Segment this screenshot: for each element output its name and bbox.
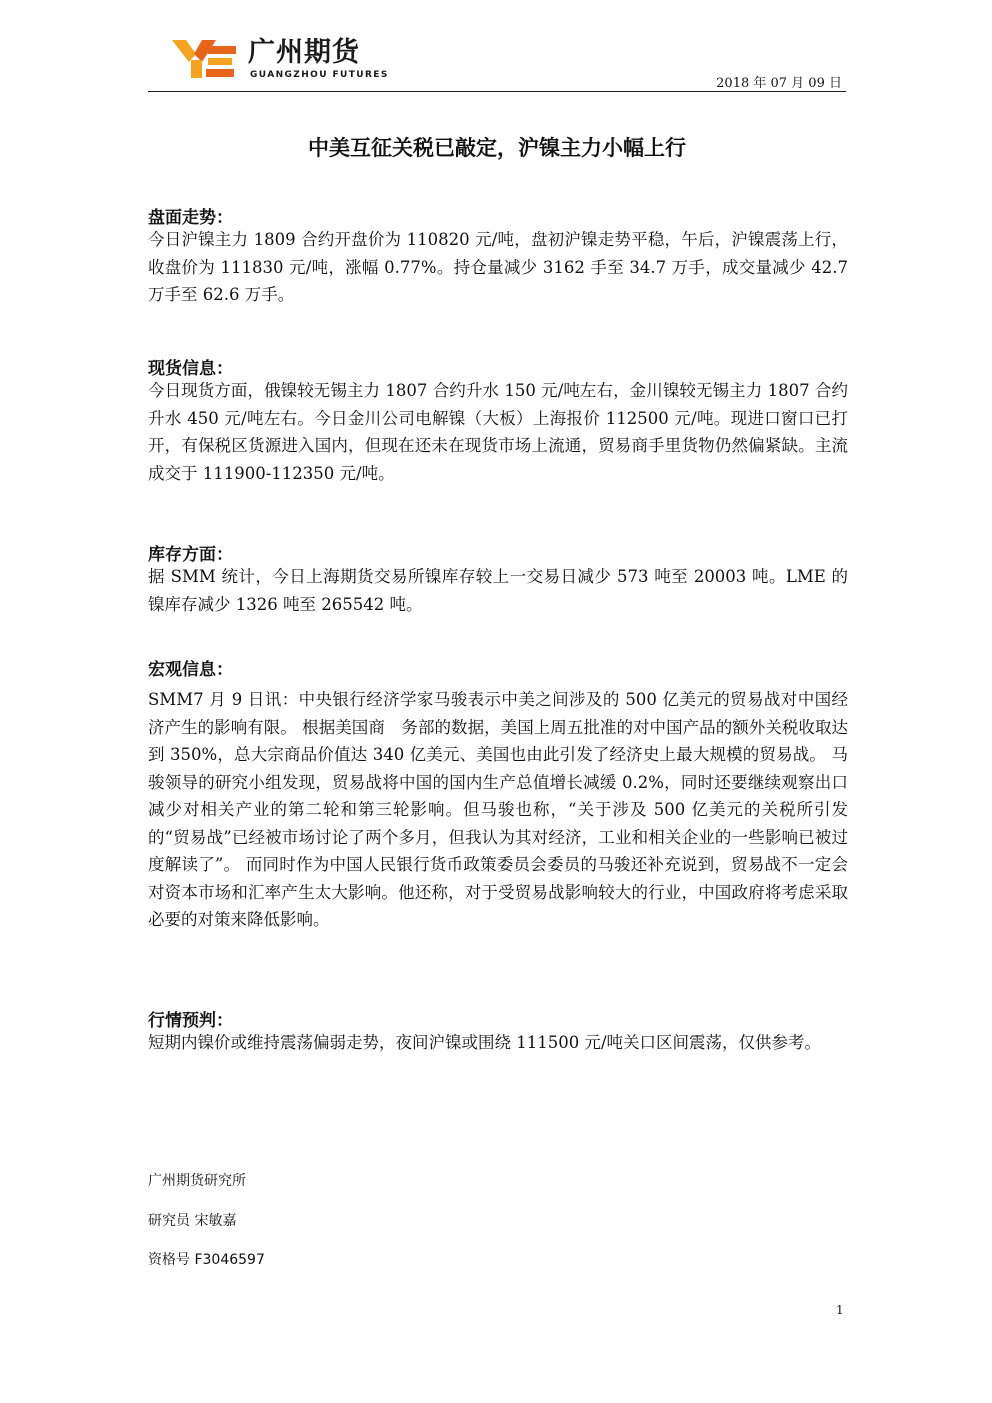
company-logo bbox=[172, 36, 389, 84]
section-heading-outlook: 行情预判： bbox=[148, 1011, 233, 1031]
report-title: 中美互征关税已敲定，沪镍主力小幅上行 bbox=[308, 136, 686, 160]
section-heading-spot-info: 现货信息： bbox=[148, 359, 233, 379]
section-body-spot-info: 今日现货方面，俄镍较无锡主力 1807 合约升水 150 元/吨左右，金川镍较无锡主力 1807 合约升水 450 元/吨左右。今日金川公司电解镍（大板）上海报价 112500 元/吨。现进口窗口已打开，有保税区货源进入国内，但现在还未在现货市场上流通，贸易商手里货物仍然偏紧缺。主流成交于 111900-112350 元/吨。 bbox=[148, 381, 848, 483]
footer-researcher: 研究员 宋敏嘉 bbox=[148, 1213, 237, 1229]
section-heading-macro: 宏观信息： bbox=[148, 660, 233, 680]
section-body-outlook: 短期内镍价或维持震荡偏弱走势，夜间沪镍或围绕 111500 元/吨关口区间震荡，仅供参考。 bbox=[148, 1033, 822, 1052]
section-body-market-trend: 今日沪镍主力 1809 合约开盘价为 110820 元/吨，盘初沪镍走势平稳，午后，沪镍震荡上行，收盘价为 111830 元/吨，涨幅 0.77%。持仓量减少 3162 手至 34.7 万手，成交量减少 42.7 万手至 62.6 万手。 bbox=[148, 230, 848, 304]
brand-name-en: GUANGZHOU FUTURES bbox=[250, 70, 389, 80]
report-date: 2018 年 07 月 09 日 bbox=[716, 76, 842, 91]
footer-institute: 广州期货研究所 bbox=[148, 1173, 246, 1189]
section-heading-market-trend: 盘面走势： bbox=[148, 208, 233, 228]
section-heading-inventory: 库存方面： bbox=[148, 545, 233, 565]
section-body-macro: SMM7 月 9 日讯：中央银行经济学家马骏表示中美之间涉及的 500 亿美元的贸易战对中国经济产生的影响有限。 根据美国商 务部的数据，美国上周五批准的对中国产品的额外关税收取达到 350%，总大宗商品价值达 340 亿美元、美国也由此引发了经济史上最大规模的贸易战。 马骏领导的研究小组发现，贸易战将中国的国内生产总值增长减缓 0.2%，同时还要继续观察出口减少对相关产业的第二轮和第三轮影响。但马骏也称，“关于涉及 500 亿美元的关税所引发的“贸易战”已经被市场讨论了两个多月，但我认为其对经济，工业和相关企业的一些影响已被过度解读了”。 而同时作为中国人民银行货币政策委员会委员的马骏还补充说到，贸易战不一定会对资本市场和汇率产生太大影响。他还称，对于受贸易战影响较大的行业，中国政府将考虑采取必要的对策来降低影响。 bbox=[148, 690, 848, 929]
section-body-inventory: 据 SMM 统计，今日上海期货交易所镍库存较上一交易日减少 573 吨至 20003 吨。LME 的镍库存减少 1326 吨至 265542 吨。 bbox=[148, 567, 848, 614]
footer-license: 资格号 F3046597 bbox=[148, 1252, 265, 1268]
guangzhou-futures-logo-icon bbox=[172, 38, 238, 80]
header-divider bbox=[148, 91, 846, 92]
page-number: 1 bbox=[836, 1303, 844, 1317]
brand-name-cn: 广州期货 bbox=[248, 37, 360, 68]
